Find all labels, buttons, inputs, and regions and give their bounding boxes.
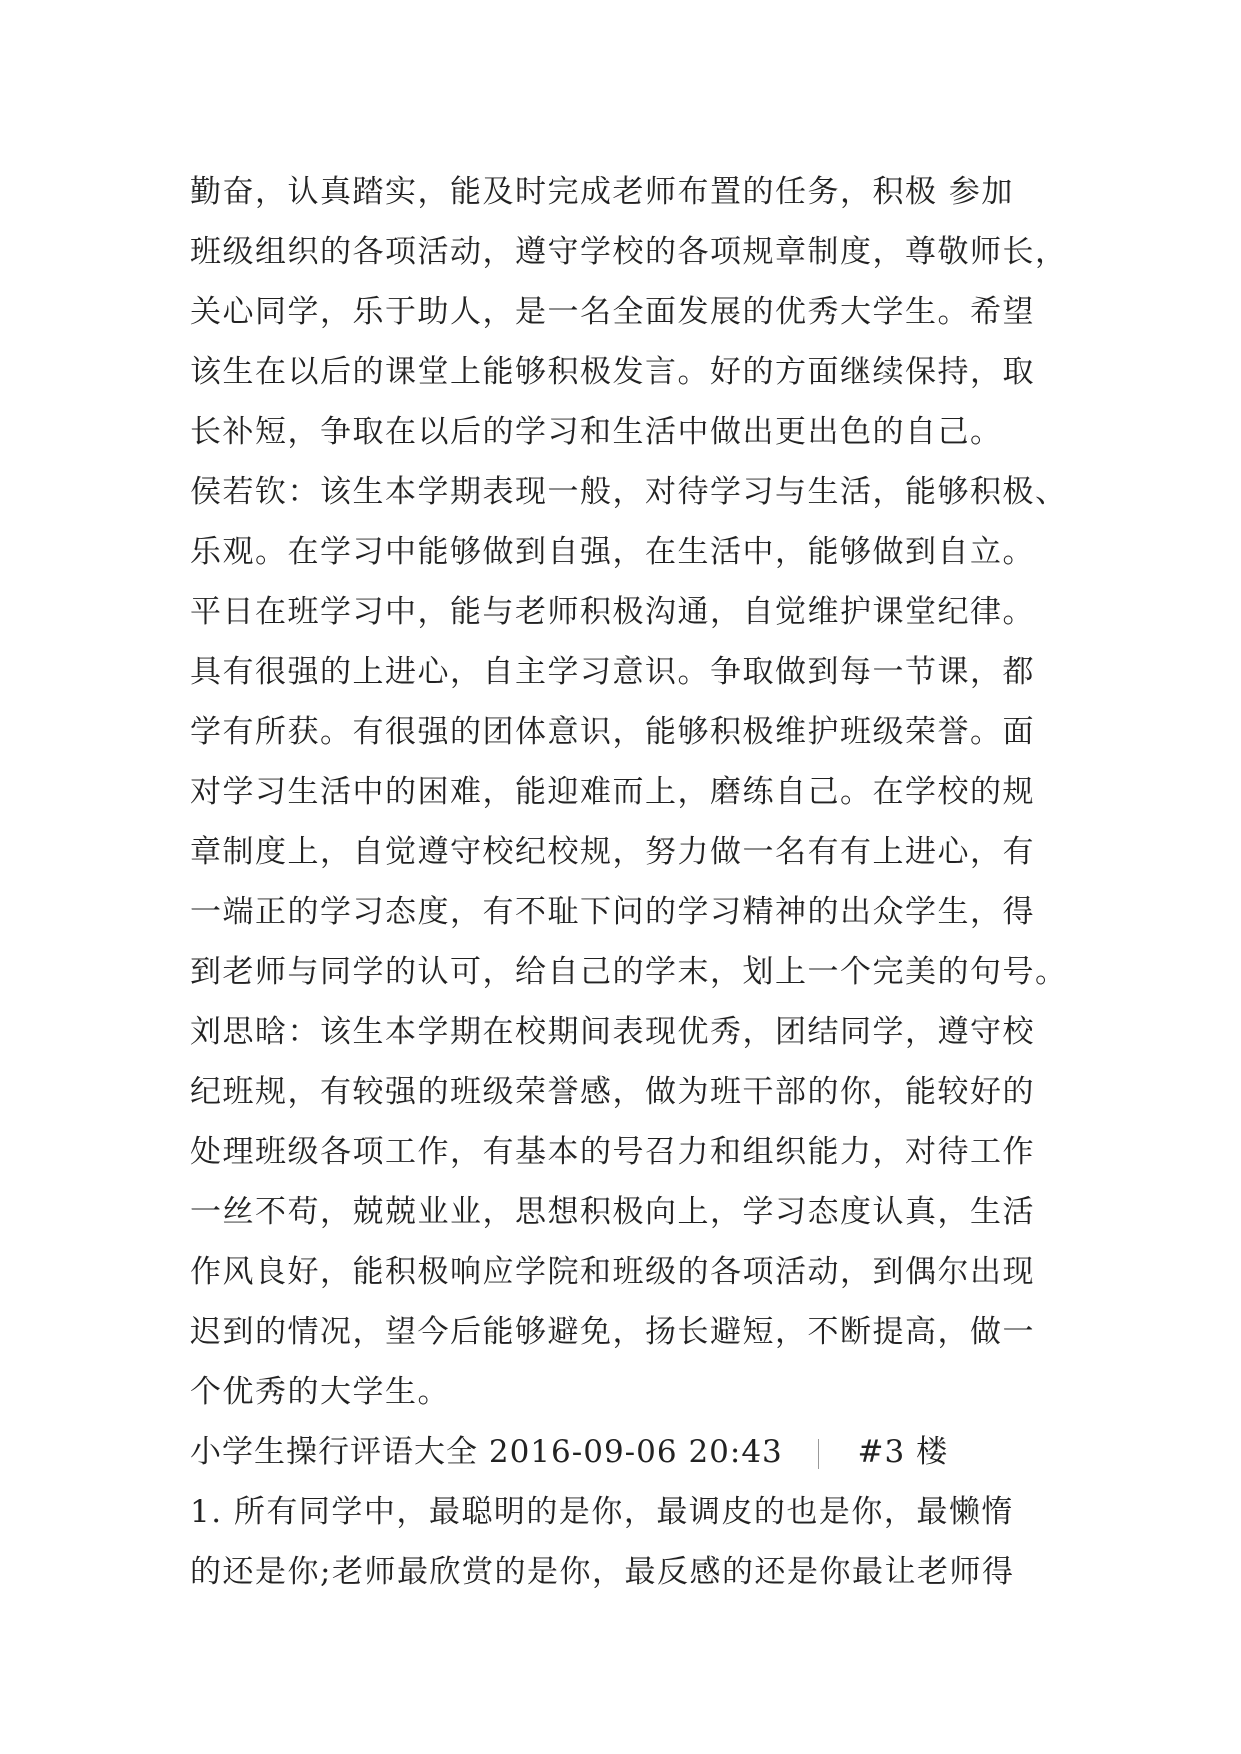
text-line: 具有很强的上进心，自主学习意识。争取做到每一节课，都 [190,654,1035,690]
text-line: 的还是你;老师最欣赏的是你，最反感的还是你最让老师得 [190,1554,1015,1590]
document-page [190,162,1070,1602]
text-line: 到老师与同学的认可，给自己的学末，划上一个完美的句号。 [190,954,1068,990]
text-line: 作风良好，能积极响应学院和班级的各项活动，到偶尔出现 [190,1254,1035,1290]
text-line: 该生在以后的课堂上能够积极发言。好的方面继续保持，取 [190,354,1035,390]
text-line: 学有所获。有很强的团体意识，能够积极维护班级荣誉。面 [190,714,1035,750]
text-line: 一端正的学习态度，有不耻下问的学习精神的出众学生，得 [190,894,1035,930]
text-line: 1. 所有同学中，最聪明的是你，最调皮的也是你，最懒惰 [190,1494,1014,1530]
text-line: 关心同学，乐于助人，是一名全面发展的优秀大学生。希望 [190,294,1035,330]
text-line: 平日在班学习中，能与老师积极沟通，自觉维护课堂纪律。 [190,594,1035,630]
post-datetime: 2016-09-06 20:43 [488,1434,783,1470]
post-header [190,1422,1070,1482]
paragraph-block [190,162,1070,1422]
paragraph-block [190,1482,1070,1602]
text-line: 一丝不苟，兢兢业业，思想积极向上，学习态度认真，生活 [190,1194,1035,1230]
separator [818,1439,819,1469]
text-line: 纪班规，有较强的班级荣誉感，做为班干部的你，能较好的 [190,1074,1035,1110]
text-line: 勤奋，认真踏实，能及时完成老师布置的任务，积极 参加 [190,174,1014,210]
text-line: 侯若钦：该生本学期表现一般，对待学习与生活，能够积极、 [190,474,1068,510]
text-line: 处理班级各项工作，有基本的号召力和组织能力，对待工作 [190,1134,1035,1170]
text-line: 刘思晗：该生本学期在校期间表现优秀，团结同学，遵守校 [190,1014,1035,1050]
post-title: 小学生操行评语大全 [190,1434,478,1470]
text-line: 长补短，争取在以后的学习和生活中做出更出色的自己。 [190,414,1003,450]
text-line: 对学习生活中的困难，能迎难而上，磨练自己。在学校的规 [190,774,1035,810]
text-line: 迟到的情况，望今后能够避免，扬长避短，不断提高，做一 [190,1314,1035,1350]
post-floor: #3 楼 [857,1434,949,1470]
text-line: 章制度上，自觉遵守校纪校规，努力做一名有有上进心，有 [190,834,1035,870]
text-line: 班级组织的各项活动，遵守学校的各项规章制度，尊敬师长， [190,234,1068,270]
text-line: 个优秀的大学生。 [190,1374,450,1410]
text-line: 乐观。在学习中能够做到自强，在生活中，能够做到自立。 [190,534,1035,570]
